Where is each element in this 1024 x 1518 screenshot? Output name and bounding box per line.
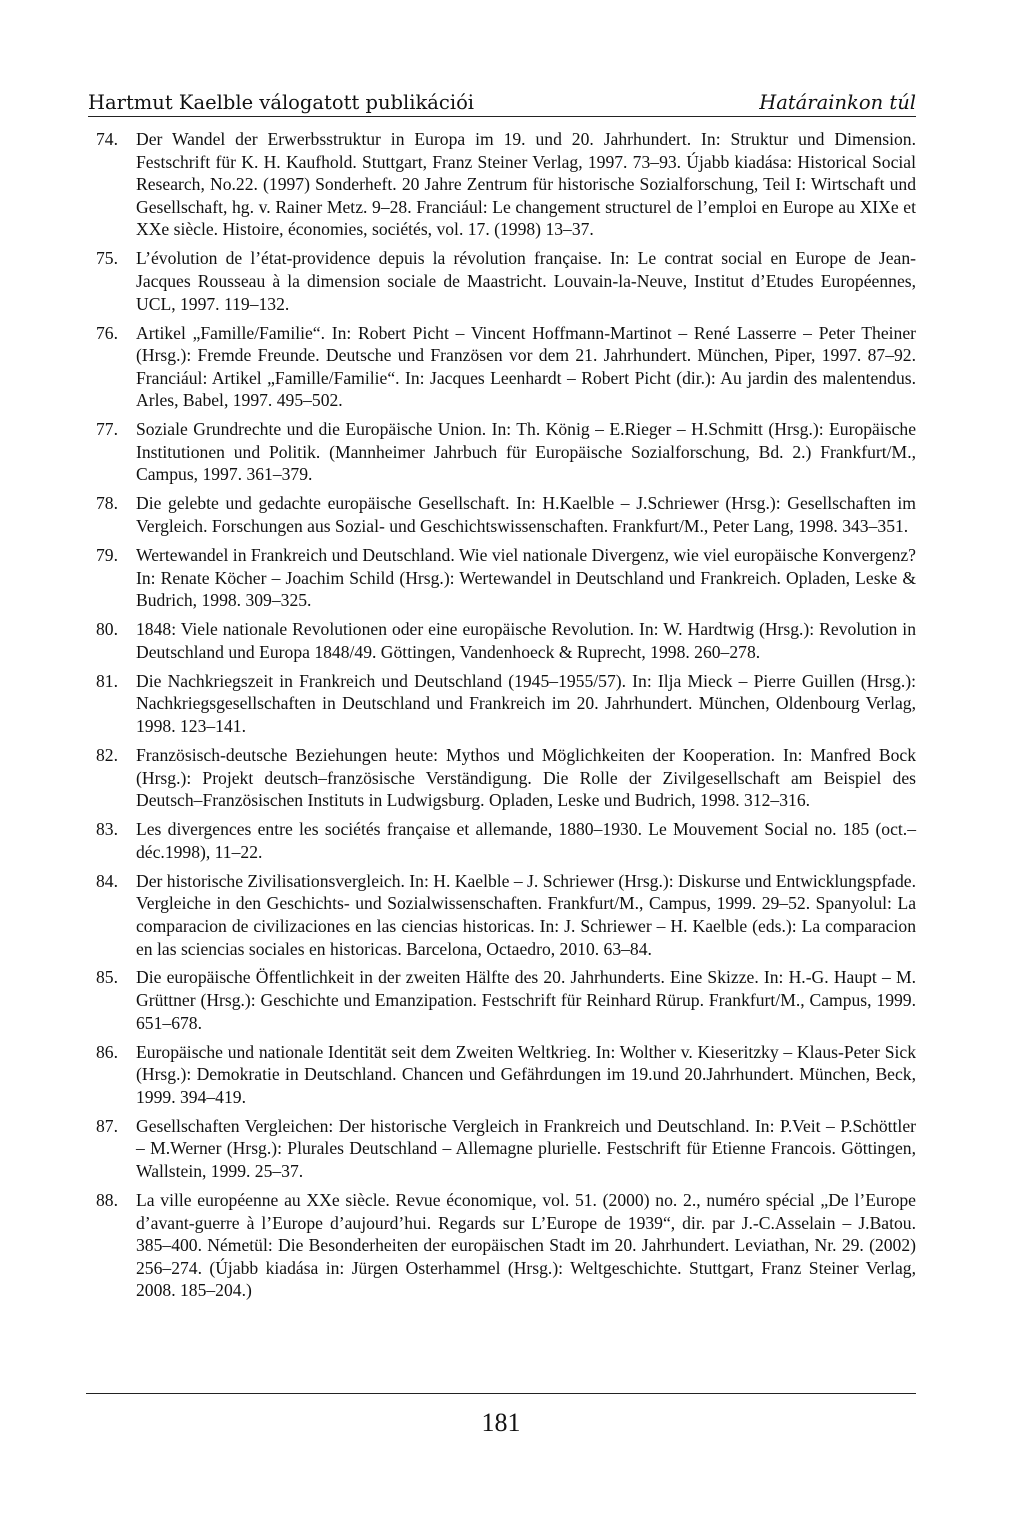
entry-number: 84.	[96, 870, 118, 891]
bibliography-entry	[96, 544, 916, 612]
bibliography-entry	[96, 1041, 916, 1109]
entry-number: 86.	[96, 1041, 118, 1062]
header-book-title: Hartmut Kaelble válogatott publikációi	[88, 91, 475, 114]
bibliography-entry	[96, 247, 916, 315]
entry-text: Der Wandel der Erwerbsstruktur in Europa im 19. und 20. Jahrhundert. In: Struktur und Dimension. Festschrift für K. H. Kaufhold. Stuttgart, Franz Steiner Verlag, 1997. 73–93. Újabb kiadása: Historical Social Research, No.22. (1997) Sonderheft. 20 Jahre Zentrum für historische Sozialforschung, Teil I: Wirtschaft und Gesellschaft, hg. v. Rainer Metz. 9–28. Franciául: Le changement structurel de l’emploi en Europe au XIXe et XXe siècle. Histoire, économies, sociétés, vol. 17. (1998) 13–37.	[136, 129, 916, 240]
entry-number: 75.	[96, 248, 118, 269]
entry-text: 1848: Viele nationale Revolutionen oder eine europäische Revolution. In: W. Hardtwig (Hrsg.): Revolution in Deutschland und Europa 1848/49. Göttingen, Vandenhoeck & Ruprecht, 1998. 260–278.	[136, 619, 916, 662]
entry-number: 88.	[96, 1190, 118, 1210]
bibliography-list	[96, 128, 916, 1308]
entry-number: 85.	[96, 967, 118, 988]
entry-number: 78.	[96, 493, 118, 514]
entry-text: Gesellschaften Vergleichen: Der historische Vergleich in Frankreich und Deutschland. In: P.Veit – P.Schöttler – M.Werner (Hrsg.): Plurales Deutschland – Allemagne plurielle. Festschrift für Etienne Francois. Göttingen, Wallstein, 1999. 25–37.	[136, 1115, 916, 1182]
entry-number: 79.	[96, 545, 118, 566]
entry-number: 81.	[96, 670, 118, 691]
entry-text: Französisch-deutsche Beziehungen heute: Mythos und Möglichkeiten der Kooperation. In: Manfred Bock (Hrsg.): Projekt deutsch–französische Verständigung. Die Rolle der Zivilgesellschaft am Beispiel des Deutsch–Französischen Instituts in Ludwigsburg. Opladen, Leske und Budrich, 1998. 312–316.	[136, 744, 916, 811]
bibliography-entry	[96, 128, 916, 241]
entry-number: 76.	[96, 322, 118, 343]
header-section-title: Határainkon túl	[759, 91, 916, 114]
bibliography-entry	[96, 492, 916, 537]
page-footer	[86, 1393, 916, 1438]
running-header	[88, 88, 916, 117]
entry-text: Les divergences entre les sociétés française et allemande, 1880–1930. Le Mouvement Social no. 185 (oct.–déc.1998), 11–22.	[136, 819, 916, 862]
entry-number: 77.	[96, 419, 118, 440]
bibliography-entry	[96, 1115, 916, 1183]
entry-text: Die gelebte und gedachte europäische Gesellschaft. In: H.Kaelble – J.Schriewer (Hrsg.): Gesellschaften im Vergleich. Forschungen aus Sozial- und Geschichtswissenschaften. Frankfurt/M., Peter Lang, 1998. 343–351.	[136, 493, 916, 537]
entry-number: 80.	[96, 619, 118, 640]
entry-text: Die Nachkriegszeit in Frankreich und Deutschland (1945–1955/57). In: Ilja Mieck – Pierre Guillen (Hrsg.): Nachkriegsgesellschaften in Deutschland und Frankreich im 20. Jahrhundert. München, Oldenbourg Verlag, 1998. 123–141.	[136, 670, 916, 736]
bibliography-entry	[96, 818, 916, 863]
bibliography-entry	[96, 744, 916, 812]
entry-number: 83.	[96, 819, 118, 840]
entry-text: La ville européenne au XXe siècle. Revue économique, vol. 51. (2000) no. 2., numéro spécial „De l’Europe d’avant-guerre à l’Europe d’aujourd’hui. Regards sur L’Europe de 1939“, dir. par J.-C.Asselain – J.Batou. 385–400. Németül: Die Besonderheiten der europäischen Stadt im 20. Jahrhundert. Leviathan, Nr. 29. (2002) 256–274. (Újabb kiadása in: Jürgen Osterhammel (Hrsg.): Weltgeschichte. Stuttgart, Franz Steiner Verlag, 2008. 185–204.)	[136, 1190, 916, 1301]
entry-number: 82.	[96, 744, 118, 765]
entry-text: Europäische und nationale Identität seit dem Zweiten Weltkrieg. In: Wolther v. Kieseritzky – Klaus-Peter Sick (Hrsg.): Demokratie in Deutschland. Chancen und Gefährdungen im 19.und 20.Jahrhundert. München, Beck, 1999. 394–419.	[136, 1041, 916, 1107]
bibliography-entry	[96, 1189, 916, 1302]
entry-text: Die europäische Öffentlichkeit in der zweiten Hälfte des 20. Jahrhunderts. Eine Skizze. In: H.-G. Haupt – M. Grüttner (Hrsg.): Geschichte und Emanzipation. Festschrift für Reinhard Rürup. Frankfurt/M., Campus, 1999. 651–678.	[136, 967, 916, 1033]
entry-number: 87.	[96, 1115, 118, 1136]
entry-text: Der historische Zivilisationsvergleich. In: H. Kaelble – J. Schriewer (Hrsg.): Diskurse und Entwicklungspfade. Vergleiche in den Geschichts- und Sozialwissenschaften. Frankfurt/M., Campus, 1999. 29–52. Spanyolul: La comparacion de civilizaciones en las ciencias historicas. In: J. Schriewer – H. Kaelble (eds.): La comparacion en las sciencias sociales en historicas. Barcelona, Octaedro, 2010. 63–84.	[136, 870, 916, 959]
bibliography-entry	[96, 322, 916, 412]
bibliography-entry	[96, 870, 916, 960]
entry-text: L’évolution de l’état-providence depuis la révolution française. In: Le contrat social en Europe de Jean-Jacques Rousseau à la dimension sociale de Maastricht. Louvain-la-Neuve, Institut d’Etudes Européennes, UCL, 1997. 119–132.	[136, 248, 916, 314]
page-number: 181	[481, 1408, 521, 1437]
bibliography-entry	[96, 966, 916, 1034]
entry-text: Soziale Grundrechte und die Europäische Union. In: Th. König – E.Rieger – H.Schmitt (Hrsg.): Europäische Institutionen und Politik. (Mannheimer Jahrbuch für Europäische Sozialforschung, Bd. 2.) Frankfurt/M., Campus, 1997. 361–379.	[136, 419, 916, 485]
bibliography-entry	[96, 670, 916, 738]
entry-text: Wertewandel in Frankreich und Deutschland. Wie viel nationale Divergenz, wie viel europäische Konvergenz? In: Renate Köcher – Joachim Schild (Hrsg.): Wertewandel in Deutschland und Frankreich. Opladen, Leske & Budrich, 1998. 309–325.	[136, 545, 916, 611]
entry-text: Artikel „Famille/Familie“. In: Robert Picht – Vincent Hoffmann-Martinot – René Lasserre – Peter Theiner (Hrsg.): Fremde Freunde. Deutsche und Französen vor dem 21. Jahrhundert. München, Piper, 1997. 87–92. Franciául: Artikel „Famille/Familie“. In: Jacques Leenhardt – Robert Picht (dir.): Au jardin des malentendus. Arles, Babel, 1997. 495–502.	[136, 322, 916, 411]
entry-number: 74.	[96, 129, 118, 149]
bibliography-entry	[96, 618, 916, 663]
bibliography-entry	[96, 418, 916, 486]
